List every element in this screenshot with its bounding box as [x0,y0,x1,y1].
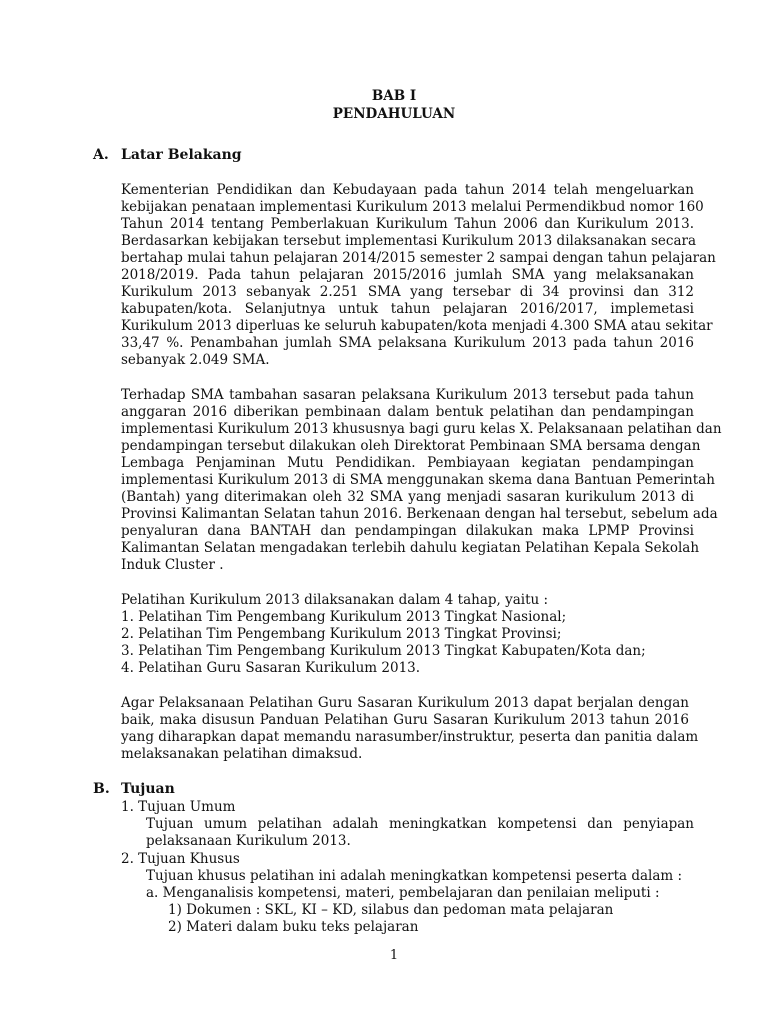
text-line: pendampingan tersebut dilakukan oleh Direktorat Pembinaan SMA bersama dengan [121,438,701,454]
text-line: Tujuan umum pelatihan adalah meningkatkan kompetensi dan penyiapan [146,816,694,832]
text-line: Kalimantan Selatan mengadakan terlebih dahulu kegiatan Pelatihan Kepala Sekolah [121,540,700,556]
text-line: melaksanakan pelatihan dimaksud. [121,746,363,762]
text-line: Tahun 2014 tentang Pemberlakuan Kurikulum Tahun 2006 dan Kurikulum 2013. [121,216,694,232]
text-line: Kementerian Pendidikan dan Kebudayaan pada tahun 2014 telah mengeluarkan [121,182,694,198]
list-item: 1. Pelatihan Tim Pengembang Kurikulum 2013 Tingkat Nasional; [121,609,567,625]
text-line: (Bantah) yang diterimakan oleh 32 SMA yang menjadi sasaran kurikulum 2013 di [121,489,694,505]
text-line: Berdasarkan kebijakan tersebut implementasi Kurikulum 2013 dilaksanakan secara [121,233,697,249]
stages-intro: Pelatihan Kurikulum 2013 dilaksanakan dalam 4 tahap, yaitu : [121,592,549,608]
text-line: sebanyak 2.049 SMA. [121,352,270,368]
text-line: yang diharapkan dapat memandu narasumber/instruktur, peserta dan panitia dalam [121,729,699,745]
text-line: Kurikulum 2013 sebanyak 2.251 SMA yang tersebar di 34 provinsi dan 312 [121,284,694,300]
list-item: 2. Pelatihan Tim Pengembang Kurikulum 2013 Tingkat Provinsi; [121,626,562,642]
text-line: implementasi Kurikulum 2013 di SMA menggunakan skema dana Bantuan Pemerintah [121,472,715,488]
page-number: 1 [389,948,399,963]
section-b-letter: B. [93,781,110,797]
text-line: pelaksanaan Kurikulum 2013. [146,833,351,849]
chapter-subtitle: PENDAHULUAN [332,106,456,122]
section-a-letter: A. [93,147,109,163]
text-line: anggaran 2016 diberikan pembinaan dalam bentuk pelatihan dan pendampingan [121,404,694,420]
text-line: Kurikulum 2013 diperluas ke seluruh kabupaten/kota menjadi 4.300 SMA atau sekitar [121,318,713,334]
text-line: Tujuan khusus pelatihan ini adalah meningkatkan kompetensi peserta dalam : [146,868,683,884]
text-line: baik, maka disusun Panduan Pelatihan Guru Sasaran Kurikulum 2013 tahun 2016 [121,712,689,728]
text-line: penyaluran dana BANTAH dan pendampingan dilakukan maka LPMP Provinsi [121,523,694,539]
text-line: Induk Cluster . [121,557,224,573]
text-line: implementasi Kurikulum 2013 khususnya bagi guru kelas X. Pelaksanaan pelatihan dan [121,421,722,437]
section-b-heading: Tujuan [121,781,175,797]
text-line: 2018/2019. Pada tahun pelajaran 2015/2016 jumlah SMA yang melaksanakan [121,267,694,283]
text-line: Provinsi Kalimantan Selatan tahun 2016. Berkenaan dengan hal tersebut, sebelum ada [121,506,718,522]
text-line: bertahap mulai tahun pelajaran 2014/2015 semester 2 sampai dengan tahun pelajaran [121,250,716,266]
text-line: kabupaten/kota. Selanjutnya untuk tahun pelajaran 2016/2017, implemetasi [121,301,694,317]
text-line: 33,47 %. Penambahan jumlah SMA pelaksana Kurikulum 2013 pada tahun 2016 [121,335,694,351]
text-line: Lembaga Penjaminan Mutu Pendidikan. Pembiayaan kegiatan pendampingan [121,455,694,471]
chapter-title: BAB I [371,88,417,104]
text-line: Agar Pelaksanaan Pelatihan Guru Sasaran Kurikulum 2013 dapat berjalan dengan [121,695,689,711]
list-item: a. Menganalisis kompetensi, materi, pembelajaran dan penilaian meliputi : [146,885,660,901]
text-line: Terhadap SMA tambahan sasaran pelaksana Kurikulum 2013 tersebut pada tahun [121,387,694,403]
list-item: 3. Pelatihan Tim Pengembang Kurikulum 2013 Tingkat Kabupaten/Kota dan; [121,643,646,659]
section-a-heading: Latar Belakang [121,147,242,163]
general-goal-label: 1. Tujuan Umum [121,799,236,815]
text-line: kebijakan penataan implementasi Kurikulum 2013 melalui Permendikbud nomor 160 [121,199,704,215]
list-item: 2) Materi dalam buku teks pelajaran [168,919,419,935]
list-item: 1) Dokumen : SKL, KI – KD, silabus dan pedoman mata pelajaran [168,902,614,918]
specific-goal-label: 2. Tujuan Khusus [121,851,240,867]
list-item: 4. Pelatihan Guru Sasaran Kurikulum 2013. [121,660,421,676]
